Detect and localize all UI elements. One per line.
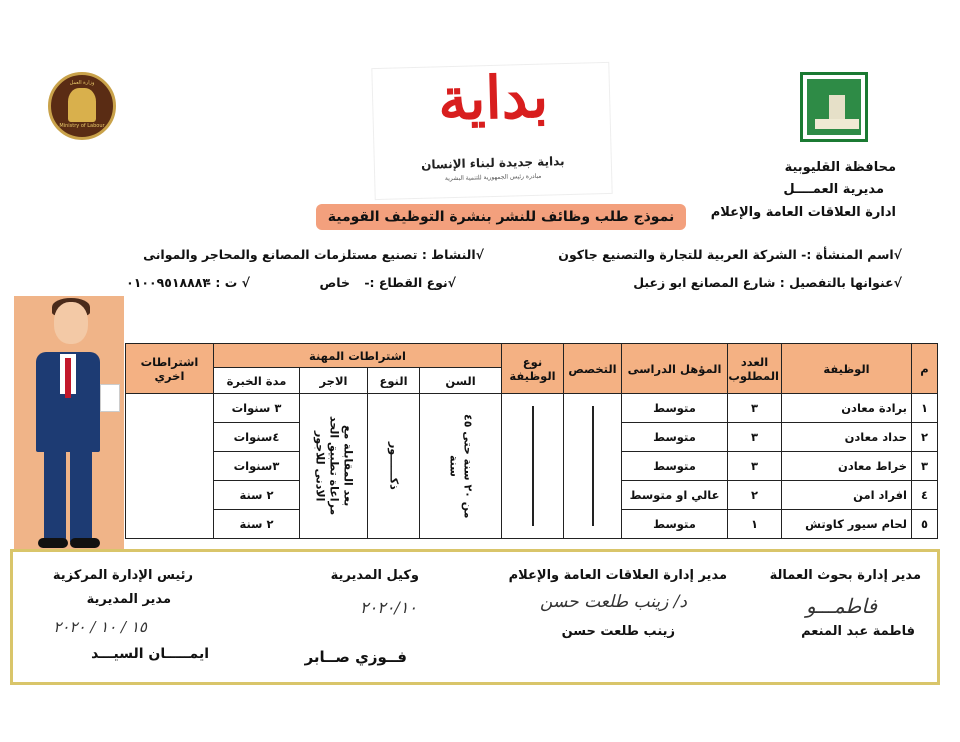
row-count: ٣ <box>728 394 782 423</box>
row-job: حداد معادن <box>782 423 912 452</box>
header-requirements: اشتراطات المهنة <box>213 344 501 368</box>
sig1-signature: فاطمـــو <box>805 594 877 618</box>
header-count: العدد المطلوب <box>728 344 782 394</box>
header-other: اشتراطات اخري <box>125 344 213 394</box>
row-experience: ٣ سنوات <box>213 394 299 423</box>
activity-field: √النشاط : تصنيع مستلزمات المصانع والمحاجر والموانى <box>143 247 484 262</box>
row-job: خراط معادن <box>782 452 912 481</box>
row-job: لحام سيور كاوتش <box>782 510 912 539</box>
initiative-tagline: بداية جديدة لبناء الإنسان <box>420 154 565 172</box>
address-field: √عنوانها بالتفصيل : شارع المصانع ابو زعبل <box>633 275 902 290</box>
age-value: من ٢٠ سنة حتى ٤٥ سنة <box>447 413 475 519</box>
sig3-signature: ٢٠٢٠/١٠ <box>360 598 417 617</box>
row-num: ١ <box>912 394 938 423</box>
row-job: برادة معادن <box>782 394 912 423</box>
row-count: ٣ <box>728 452 782 481</box>
sig4-title2: مدير المديرية <box>86 592 171 607</box>
establishment-field: √اسم المنشأة :- الشركة العربية للتجارة والتصنيع جاكون <box>558 247 902 262</box>
ministry-logo-ar: وزارة العمل <box>69 80 95 86</box>
specialization-cell <box>564 394 622 539</box>
form-title: نموذج طلب وظائف للنشر بنشرة التوظيف القومية <box>316 204 686 230</box>
header-wage: الاجر <box>300 368 368 394</box>
sig1-name: فاطمة عبد المنعم <box>801 624 915 639</box>
department-name: ادارة العلاقات العامة والإعلام <box>710 205 896 220</box>
row-qualification: متوسط <box>622 394 728 423</box>
header-gender: النوع <box>368 368 420 394</box>
eagle-icon <box>68 88 96 122</box>
phone-value: ٠١٠٠٩٥١٨٨٨٣ <box>126 275 210 290</box>
table-row <box>125 394 937 423</box>
header-job-type: نوع الوظيفة <box>502 344 564 394</box>
governorate-name: محافظة القليوبية <box>784 160 896 175</box>
row-experience: ٤سنوات <box>213 423 299 452</box>
header-specialization: التخصص <box>564 344 622 394</box>
initiative-logo <box>372 63 611 199</box>
initiative-subline: مبادرة رئيس الجمهورية للتنمية البشرية <box>444 172 542 183</box>
jobs-table <box>126 343 938 539</box>
sig4-signature: ١٥ / ١٠ / ٢٠٢٠ <box>53 618 147 636</box>
phone-label: √ ت : - <box>205 275 250 290</box>
directorate-name: مديرية العمــــل <box>783 182 884 197</box>
row-qualification: متوسط <box>622 452 728 481</box>
sector-label: √نوع القطاع :- <box>364 275 456 290</box>
header-num: م <box>912 344 938 394</box>
other-requirements-cell <box>125 394 213 539</box>
sig3-name: فــوزي صــابر <box>304 648 407 666</box>
gender-value: ذكــــــور <box>387 442 401 490</box>
row-experience: ٢ سنة <box>213 481 299 510</box>
row-experience: ٣سنوات <box>213 452 299 481</box>
sig2-signature: د/ زينب طلعت حسن <box>540 592 687 612</box>
header-qualification: المؤهل الدراسى <box>622 344 728 394</box>
row-qualification: متوسط <box>622 510 728 539</box>
worker-illustration <box>14 296 124 556</box>
row-job: افراد امن <box>782 481 912 510</box>
sig4-title: رئيس الإدارة المركزية <box>52 568 193 583</box>
ministry-logo <box>48 72 116 140</box>
row-experience: ٢ سنة <box>213 510 299 539</box>
initiative-logo-mark: بداية <box>437 62 549 134</box>
header-job: الوظيفة <box>782 344 912 394</box>
sig2-title: مدير إدارة العلاقات العامة والإعلام <box>508 568 727 583</box>
row-count: ٢ <box>728 481 782 510</box>
sig4-name: ايمـــــان السيـــد <box>91 646 209 662</box>
row-num: ٥ <box>912 510 938 539</box>
signature-panel <box>10 549 940 685</box>
row-count: ١ <box>728 510 782 539</box>
row-num: ٢ <box>912 423 938 452</box>
sig2-name: زينب طلعت حسن <box>561 624 675 639</box>
sector-value: خاص <box>319 275 350 290</box>
sig1-title: مدير إدارة بحوث العمالة <box>769 568 921 583</box>
job-type-cell <box>502 394 564 539</box>
ministry-logo-en: Ministry of Labour <box>59 123 105 129</box>
wage-cell <box>300 394 368 539</box>
row-count: ٣ <box>728 423 782 452</box>
row-qualification: عالي او متوسط <box>622 481 728 510</box>
governorate-logo <box>800 72 868 142</box>
sig3-title: وكيل المديرية <box>330 568 419 583</box>
header-experience: مدة الخبرة <box>213 368 299 394</box>
header-age: السن <box>420 368 502 394</box>
age-cell <box>420 394 502 539</box>
gender-cell <box>368 394 420 539</box>
row-qualification: متوسط <box>622 423 728 452</box>
wage-value: بعد المقابلة مع مراعاة تطبيق الحد الادنى للاجور <box>313 416 355 516</box>
row-num: ٤ <box>912 481 938 510</box>
row-num: ٣ <box>912 452 938 481</box>
